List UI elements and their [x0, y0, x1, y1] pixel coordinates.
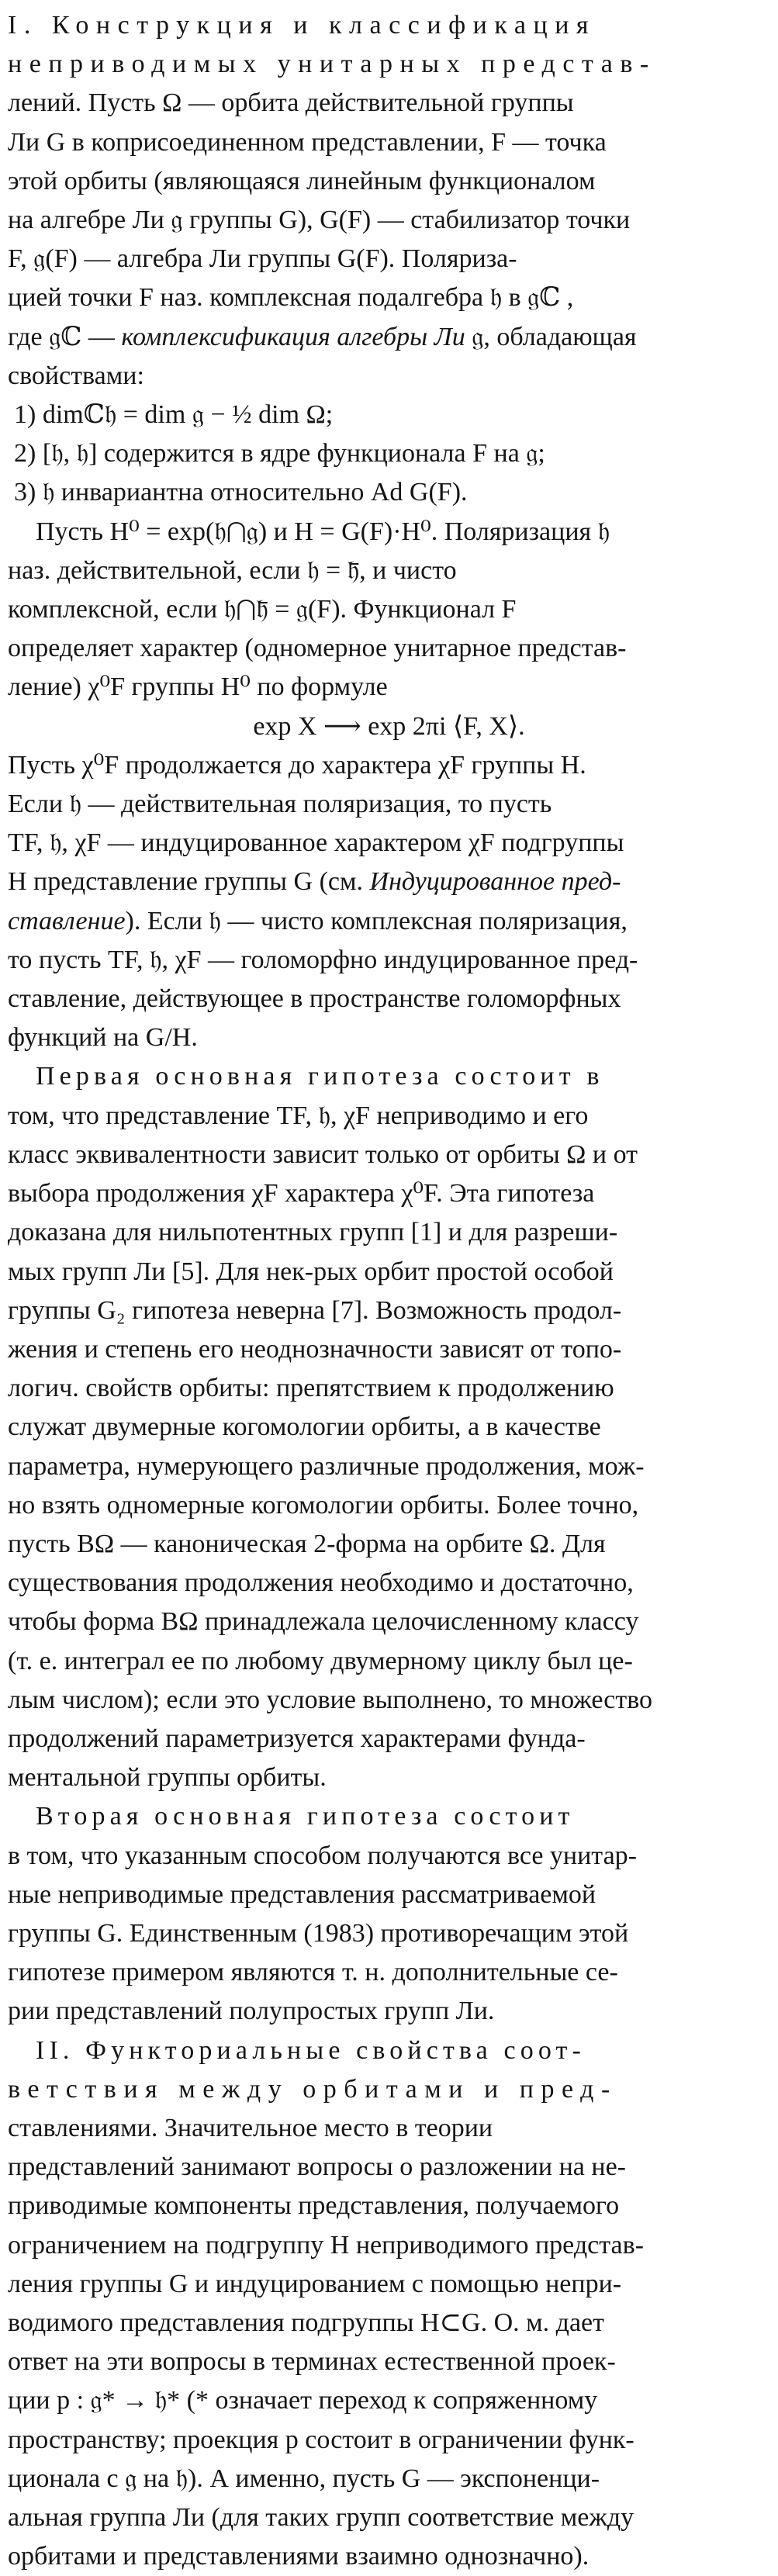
condition-2: 2) [𝔥, 𝔥] содержится в ядре функционала F на 𝔤;	[14, 439, 545, 469]
text-line: ления группы G и индуцированием с помощью непри-	[8, 2269, 622, 2298]
text-line: (т. е. интеграл ее по любому двумерному циклу был це-	[8, 1646, 633, 1675]
text-line: ции p : 𝔤* → 𝔥* (* означает переход к сопряженному	[8, 2386, 598, 2415]
text-line: то пусть TF, 𝔥, χF — голоморфно индуцированное пред-	[8, 945, 638, 974]
section-1-heading-line-1: I. Конструкция и классификация	[8, 11, 596, 40]
text-line: мых групп Ли [5]. Для нек-рых орбит простой особой	[8, 1257, 614, 1286]
text-line: TF, 𝔥, χF — индуцированное характером χF подгруппы	[8, 828, 624, 858]
text-line: приводимые компоненты представления, получаемого	[8, 2191, 620, 2221]
text-line: выбора продолжения χF характера χ⁰F. Эта гипотеза	[8, 1179, 595, 1208]
text-line: цией точки F наз. комплексная подалгебра 𝔥 в 𝔤ℂ ,	[8, 283, 574, 313]
text-line: лым числом); если это условие выполнено, то множество	[8, 1685, 653, 1714]
text-line: ные неприводимые представления рассматриваемой	[8, 1879, 596, 1909]
text-line: функций на G/H.	[8, 1023, 198, 1053]
text-line: продолжений параметризуется характерами фунда-	[8, 1724, 586, 1753]
text-line: ставлениями. Значительное место в теории	[8, 2113, 493, 2142]
text-line: рии представлений полупростых групп Ли.	[8, 1997, 495, 2026]
text-line: логич. свойств орбиты: препятствием к продолжению	[8, 1374, 614, 1403]
text-line: водимого представления подгруппы H⊂G. О. м. дает	[8, 2308, 604, 2337]
text-line: комплексной, если 𝔥⋂𝔥̄ = 𝔤(F). Функционал F	[8, 595, 517, 624]
text-line	[8, 318, 770, 357]
text-line: ответ на эти вопросы в терминах естественной проек-	[8, 2347, 616, 2377]
text-line: группы G₂ гипотеза неверна [7]. Возможность продол-	[8, 1295, 622, 1325]
condition-3: 3) 𝔥 инвариантна относительно Ad G(F).	[14, 478, 468, 507]
text-line: Ли G в коприсоединенном представлении, F — точка	[8, 127, 607, 157]
text-line: в том, что указанным способом получаются все унитар-	[8, 1841, 637, 1870]
text-run: H представление группы G (см.	[8, 867, 370, 897]
cross-reference-link[interactable]: ставление	[8, 906, 126, 935]
text-line: свойствами:	[8, 361, 144, 390]
text-line: ционала с 𝔤 на 𝔥). А именно, пусть G — экспоненци-	[8, 2464, 600, 2493]
text-line: лений. Пусть Ω — орбита действительной группы	[8, 88, 574, 118]
text-line: параметра, нумерующего различные продолжения, мож-	[8, 1451, 645, 1481]
text-line: гипотезе примером являются т. н. дополнительные се-	[8, 1958, 618, 1987]
text-run: ). Если 𝔥 — чисто комплексная поляризация,	[125, 906, 628, 935]
text-line: F, 𝔤(F) — алгебра Ли группы G(F). Поляриза-	[8, 244, 517, 274]
condition-1: 1) dimℂ𝔥 = dim 𝔤 − ½ dim Ω;	[14, 400, 334, 430]
section-2	[8, 2031, 770, 2576]
cross-reference-link[interactable]: Индуцированное пред-	[369, 867, 621, 897]
text-line: пусть BΩ — каноническая 2-форма на орбите Ω. Для	[8, 1529, 606, 1558]
text-line: Вторая основная гипотеза состоит	[36, 1802, 575, 1831]
text-line: ставление, действующее в пространстве голоморфных	[8, 984, 621, 1014]
text-line: существования продолжения необходимо и достаточно,	[8, 1568, 634, 1598]
text-line: служат двумерные когомологии орбиты, а в качестве	[8, 1412, 601, 1442]
text-line: на алгебре Ли 𝔤 группы G), G(F) — стабилизатор точки	[8, 206, 631, 235]
text-line: наз. действительной, если 𝔥 = 𝔥̄, и чисто	[8, 555, 457, 585]
text-line: орбитами и представлениями взаимно однозначно).	[8, 2542, 590, 2571]
formula-line: exp X ⟶ exp 2πi ⟨F, X⟩.	[253, 711, 525, 741]
text-line: класс эквивалентности зависит только от орбиты Ω и от	[8, 1139, 638, 1169]
section-2-heading-line-1: II. Функториальные свойства соот-	[36, 2035, 586, 2065]
text-line: но взять одномерные когомологии орбиты. Более точно,	[8, 1490, 639, 1520]
text-line: доказана для нильпотентных групп [1] и для разреши-	[8, 1218, 618, 1247]
text-line: пространству; проекция p состоит в ограничении функ-	[8, 2425, 635, 2454]
text-run: где 𝔤ℂ —	[8, 322, 122, 351]
section-2-heading-line-2: ветствия между орбитами и пред-	[8, 2074, 617, 2104]
text-line: представлений занимают вопросы о разложении на не-	[8, 2152, 626, 2182]
text-line: группы G. Единственным (1983) противоречащим этой	[8, 1918, 629, 1948]
text-line	[8, 902, 770, 941]
italic-term: комплексификация алгебры Ли	[121, 322, 465, 351]
text-line: альная группа Ли (для таких групп соответствие между	[8, 2503, 635, 2532]
text-line: Первая основная гипотеза состоит в	[36, 1062, 604, 1091]
text-line: этой орбиты (являющаяся линейным функционалом	[8, 166, 596, 195]
text-line: чтобы форма BΩ принадлежала целочисленному классу	[8, 1607, 639, 1637]
text-line: Пусть χ⁰F продолжается до характера χF группы H.	[8, 750, 586, 780]
text-line: Если 𝔥 — действительная поляризация, то пусть	[8, 790, 552, 819]
text-line: жения и степень его неоднозначности зависят от топо-	[8, 1334, 622, 1364]
text-line: ление) χ⁰F группы H⁰ по формуле	[8, 673, 388, 702]
section-1-heading-line-2: неприводимых унитарных представ-	[8, 50, 656, 79]
text-line: ментальной группы орбиты.	[8, 1763, 327, 1793]
text-run: 𝔤, обладающая	[465, 322, 637, 351]
text-line: определяет характер (одномерное унитарное представ-	[8, 634, 627, 663]
text-line: том, что представление TF, 𝔥, χF неприводимо и его	[8, 1101, 589, 1130]
text-line: Пусть H⁰ = exp(𝔥⋂𝔤) и H = G(F)·H⁰. Поляризация 𝔥	[36, 517, 610, 546]
text-line	[8, 863, 770, 901]
text-line: ограничением на подгруппу H неприводимого представ-	[8, 2230, 644, 2260]
section-1	[8, 6, 770, 2031]
